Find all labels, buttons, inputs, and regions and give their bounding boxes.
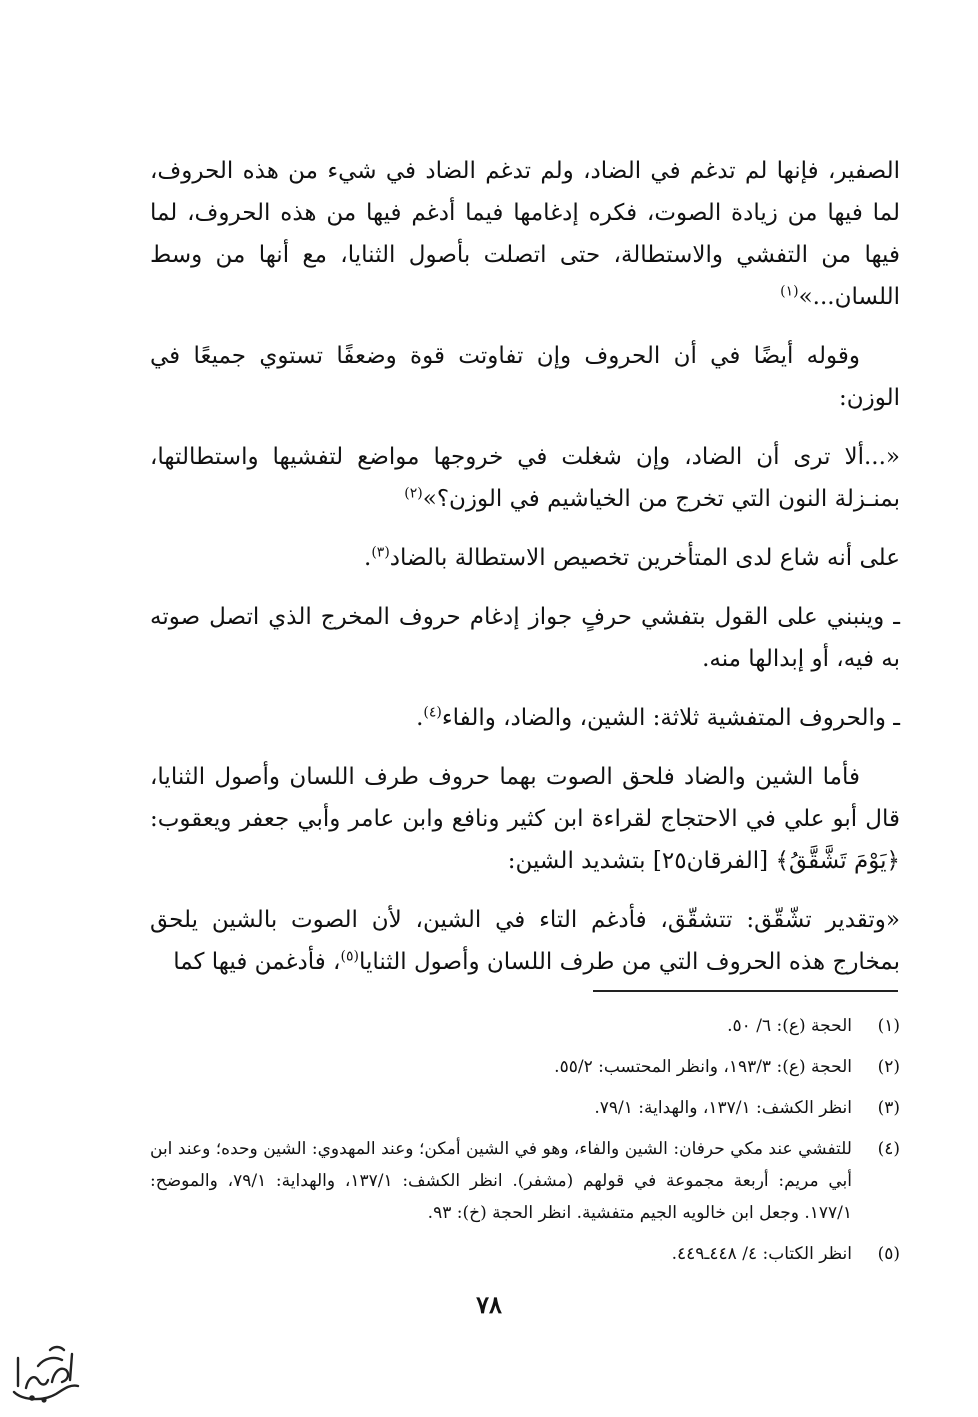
paragraph-2-text: وقوله أيضًا في أن الحروف وإن تفاوتت قوة وضعفًا تستوي جميعًا في الوزن: xyxy=(150,343,900,411)
footnote-2-text: الحجة (ع): ١٩٣/٣، وانظر المحتسب: ٥٥/٢. xyxy=(554,1057,852,1077)
paragraph-4-text: على أنه شاع لدى المتأخرين تخصيص الاستطالة بالضاد xyxy=(389,545,900,571)
footnote-marker-1[interactable]: (١) xyxy=(780,283,799,300)
paragraph-5 xyxy=(150,596,900,680)
paragraph-3-text: «...ألا ترى أن الضاد، وإن شغلت في خروجها مواضع لتفشيها واستطالتها، بمنـزلة النون التي تخرج من الخياشيم في الوزن؟» xyxy=(150,444,900,512)
footnote-3-text: انظر الكشف: ١٣٧/١، والهداية: ٧٩/١. xyxy=(594,1098,852,1118)
paragraph-2 xyxy=(150,335,900,419)
main-text xyxy=(150,150,900,1000)
calligraphy-watermark-logo xyxy=(8,1340,84,1410)
page-number: ٧٨ xyxy=(476,1290,502,1319)
watermark-strokes xyxy=(14,1347,78,1401)
paragraph-3-quote xyxy=(150,436,900,520)
paragraph-1 xyxy=(150,150,900,318)
paragraph-1-text: الصفير، فإنها لم تدغم في الضاد، ولم تدغم الضاد في شيء من هذه الحروف، لما فيها من زيادة الصوت، فكره إدغامها فيما أدغم فيها من هذه الحروف، لما فيها من التفشي والاستطالة، حتى اتصلت بأصول الثنايا، مع أنها من وسط اللسان...» xyxy=(150,158,900,310)
paragraph-7-text: فأما الشين والضاد فلحق الصوت بهما حروف طرف اللسان وأصول الثنايا، قال أبو علي في الاحتجاج لقراءة ابن كثير ونافع وابن عامر وأبي جعفر ويعقوب: ﴿يَوْمَ تَشَّقَّقُ﴾ [الفرقان٢٥] بتشديد الشين: xyxy=(150,764,900,874)
footnote-4-number: (٤) xyxy=(877,1139,900,1159)
paragraph-4-end: . xyxy=(364,545,372,571)
footnotes xyxy=(150,1010,900,1279)
footnote-separator xyxy=(593,990,898,992)
paragraph-7 xyxy=(150,756,900,882)
footnote-marker-3[interactable]: (٣) xyxy=(371,544,390,561)
footnote-5-text: انظر الكتاب: ٤/ ٤٤٨ـ٤٤٩. xyxy=(671,1244,852,1264)
paragraph-4 xyxy=(150,537,900,579)
footnote-1-number: (١) xyxy=(877,1016,900,1036)
paragraph-8-quote xyxy=(150,899,900,983)
paragraph-5-text: ـ وينبني على القول بتفشي حرفٍ جواز إدغام حروف المخرج الذي اتصل صوته به فيه، أو إبدالها منه. xyxy=(150,604,900,672)
paragraph-6 xyxy=(150,697,900,739)
footnote-4-text: للتفشي عند مكي حرفان: الشين والفاء، وهو في الشين أمكن؛ وعند المهدوي: الشين وحده؛ وعند ابن أبي مريم: أربعة مجموعة في قولهم (مشفر). انظر الكشف: ١٣٧/١، والهداية: ٧٩/١، والموضح: ١٧٧/١. وجعل ابن خالويه الجيم متفشية. انظر الحجة (خ): ٩٣. xyxy=(150,1139,852,1223)
footnote-4 xyxy=(150,1133,900,1229)
footnote-1 xyxy=(150,1010,900,1042)
footnote-3-number: (٣) xyxy=(877,1098,900,1118)
paragraph-8-continuation: ، فأدغمن فيها كما xyxy=(173,949,341,975)
footnote-2 xyxy=(150,1051,900,1083)
footnote-5-number: (٥) xyxy=(877,1244,900,1264)
footnote-marker-2[interactable]: (٢) xyxy=(404,485,423,502)
footnote-1-text: الحجة (ع): ٦/ ٥٠. xyxy=(727,1016,852,1036)
footnote-2-number: (٢) xyxy=(877,1057,900,1077)
paragraph-8-text: «وتقدير تشّقّق: تتشقّق، فأدغم التاء في الشين، لأن الصوت بالشين يلحق بمخارج هذه الحروف التي من طرف اللسان وأصول الثنايا xyxy=(150,907,900,975)
footnote-5 xyxy=(150,1238,900,1270)
paragraph-6-text: ـ والحروف المتفشية ثلاثة: الشين، والضاد، والفاء xyxy=(441,705,900,731)
footnote-3 xyxy=(150,1092,900,1124)
footnote-marker-4[interactable]: (٤) xyxy=(423,704,442,721)
paragraph-6-end: . xyxy=(416,705,424,731)
footnote-marker-5[interactable]: (٥) xyxy=(340,948,359,965)
